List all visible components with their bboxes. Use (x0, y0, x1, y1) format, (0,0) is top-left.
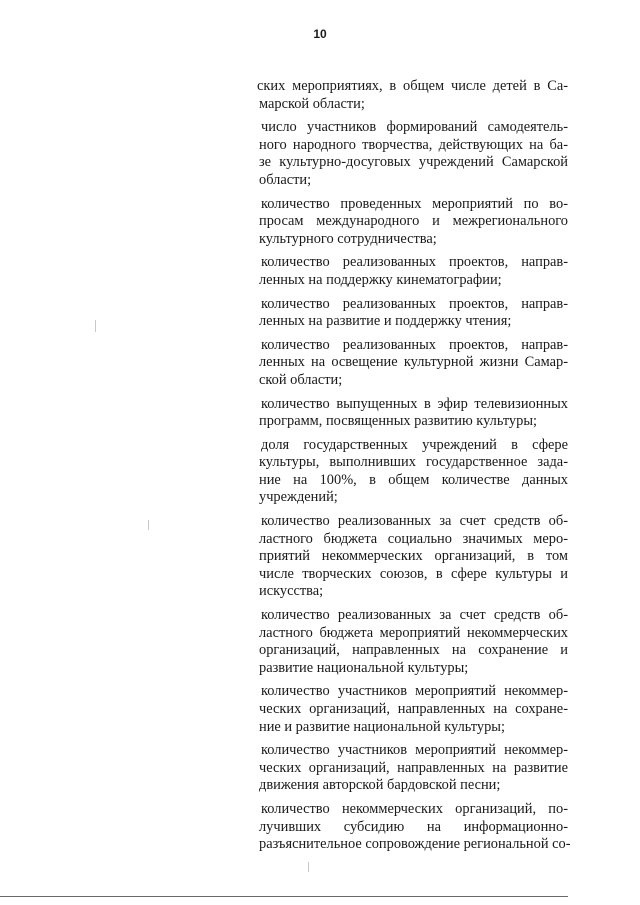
scan-artifact (95, 320, 96, 332)
text-line: количество реализованных проектов, направ- (261, 295, 568, 312)
text-line: ленных на поддержку кинематографии; (259, 271, 502, 288)
text-line: просам международного и межрегионального (259, 213, 568, 230)
text-line: число участников формирований самодеятель- (261, 119, 568, 136)
paragraph (257, 396, 568, 431)
text-line: ластного бюджета социально значимых меро- (259, 530, 568, 547)
text-line: ческих организаций, направленных на сохране- (259, 701, 568, 717)
text-line: количество участников мероприятий некоммер- (261, 683, 568, 700)
text-line: разъяснительное сопровождение региональной со- (259, 836, 571, 853)
paragraph (257, 437, 568, 507)
text-line: доля государственных учреждений в сфере (261, 436, 568, 453)
text-line: количество участников мероприятий некоммер- (261, 742, 568, 759)
text-line: количество выпущенных в эфир телевизионных (261, 395, 568, 412)
text-line: искусства; (259, 583, 324, 600)
text-line: количество некоммерческих организаций, по- (261, 800, 568, 817)
bottom-border-line (0, 896, 568, 897)
paragraph (257, 337, 568, 390)
text-line: ческих организаций, направленных на развитие (259, 759, 568, 776)
text-line: ластного бюджета мероприятий некоммерческих (259, 624, 568, 641)
text-line: развитие национальной культуры; (259, 659, 469, 676)
text-line: ние на 100%, в общем количестве данных (259, 471, 568, 488)
paragraph (257, 196, 568, 249)
paragraph (257, 119, 568, 189)
text-line: количество проведенных мероприятий по во- (261, 195, 568, 212)
text-line: приятий некоммерческих организаций, в том (259, 548, 568, 565)
text-line: организаций, направленных на сохранение и (259, 642, 568, 659)
paragraph (257, 296, 568, 331)
paragraph (257, 800, 571, 854)
text-line: ние и развитие национальной культуры; (259, 718, 505, 735)
text-line: культуры, выполнивших государственное зада- (259, 454, 568, 471)
text-line: ской области; (259, 371, 343, 388)
text-line: области; (259, 171, 312, 188)
text-line: программ, посвященных развитию культуры; (259, 413, 537, 430)
text-line: количество реализованных за счет средств об- (261, 607, 568, 624)
text-line: числе творческих союзов, в сфере культуры и (259, 565, 568, 582)
text-line: ленных на развитие и поддержку чтения; (259, 313, 512, 330)
paragraph (257, 513, 568, 601)
paragraph (257, 683, 568, 736)
text-line: ленных на освещение культурной жизни Самар- (259, 354, 568, 371)
text-line: количество реализованных за счет средств об- (261, 513, 568, 530)
text-line: марской области; (259, 95, 365, 112)
scan-artifact (148, 520, 149, 530)
paragraph (257, 607, 568, 677)
text-line: лучивших субсидию на информационно- (259, 818, 568, 835)
text-line: количество реализованных проектов, направ- (261, 336, 568, 353)
text-line: ских мероприятиях, в общем числе детей в Са- (257, 78, 568, 94)
text-line: культурного сотрудничества; (259, 230, 437, 247)
text-line: движения авторской бардовской песни; (259, 777, 501, 794)
text-line: зе культурно-досуговых учреждений Самарской (259, 154, 568, 171)
paragraph (257, 78, 568, 113)
document-body (257, 78, 571, 860)
text-line: количество реализованных проектов, направ- (261, 254, 568, 271)
paragraph (257, 742, 568, 795)
text-line: ного народного творчества, действующих на ба- (259, 136, 568, 153)
scan-artifact (308, 862, 309, 872)
text-line: учреждений; (259, 489, 338, 506)
page-number: 10 (313, 27, 327, 41)
paragraph (257, 254, 568, 289)
